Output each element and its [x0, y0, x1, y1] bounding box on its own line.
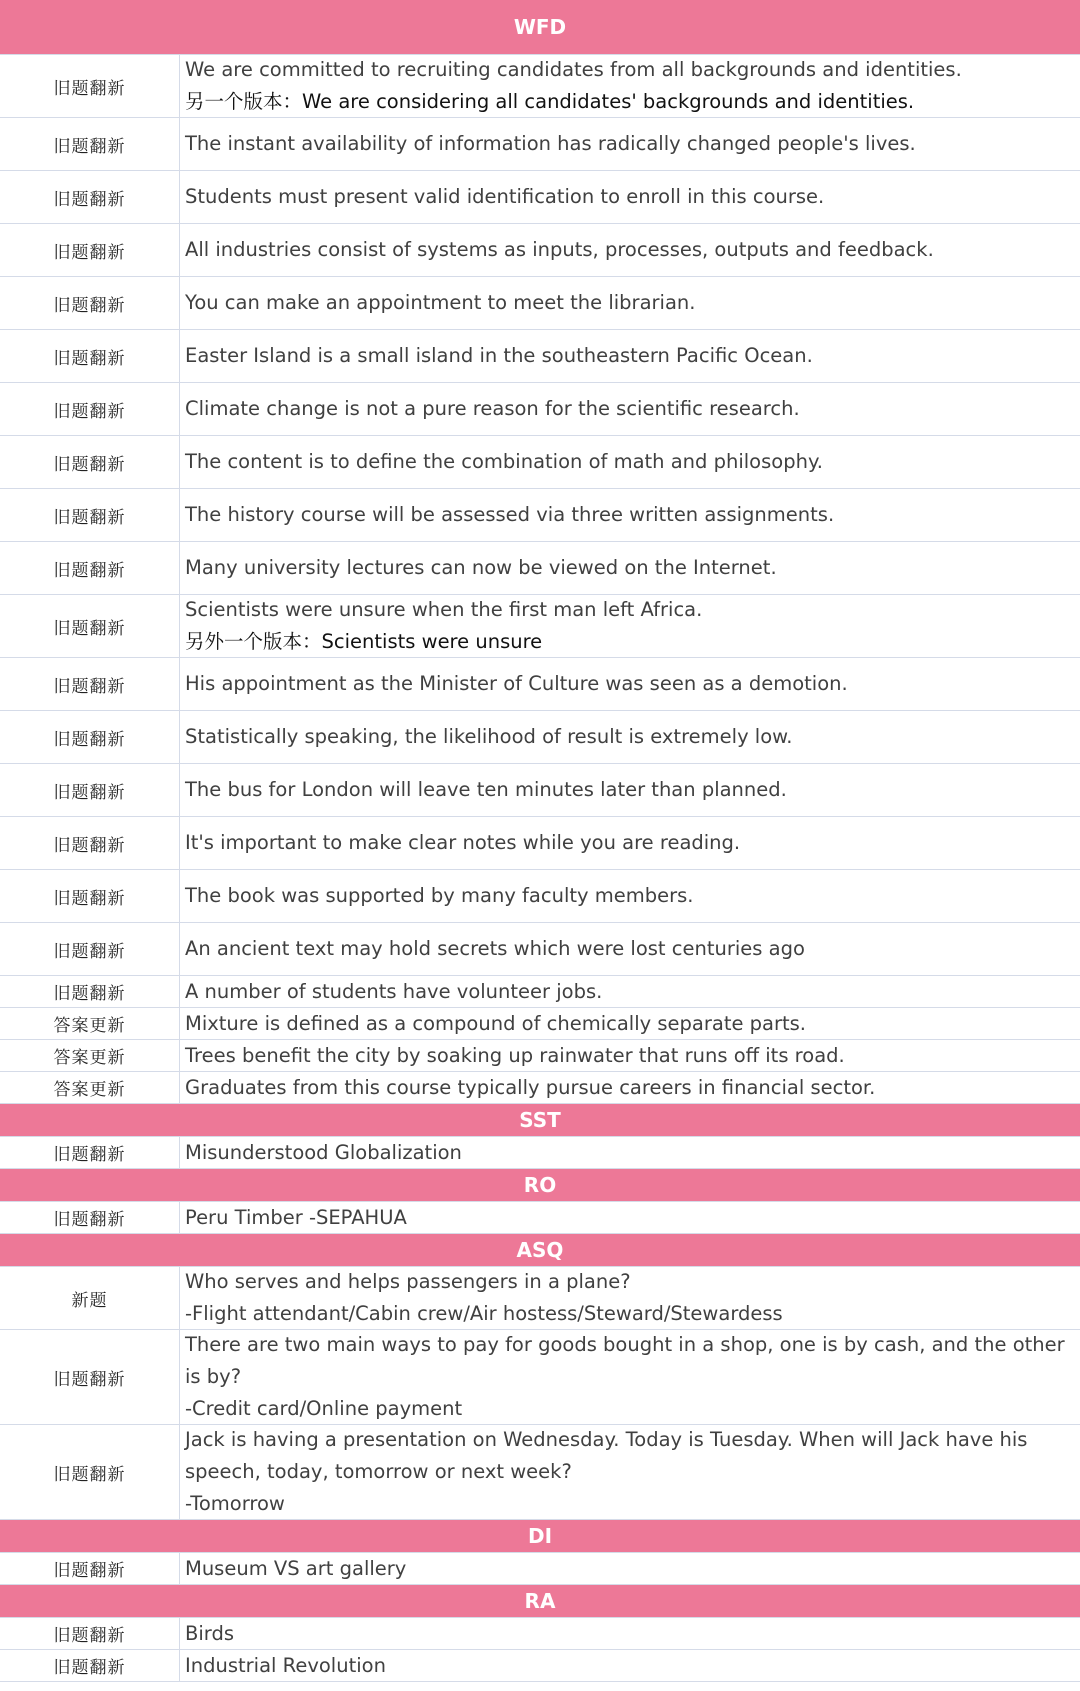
table-row [0, 923, 1080, 976]
row-text: The book was supported by many faculty members. [185, 884, 694, 907]
row-tag: 旧题翻新 [0, 1553, 180, 1584]
row-text: Many university lectures can now be viewed on the Internet. [185, 556, 777, 579]
table-row [0, 595, 1080, 658]
section-header-ro: RO [0, 1169, 1080, 1202]
row-tag: 旧题翻新 [0, 1137, 180, 1168]
table-row [0, 118, 1080, 171]
row-text: An ancient text may hold secrets which were lost centuries ago [185, 937, 805, 960]
alternate-version [185, 86, 1072, 118]
row-text: Easter Island is a small island in the southeastern Pacific Ocean. [185, 344, 813, 367]
section-header-asq: ASQ [0, 1234, 1080, 1267]
row-tag: 旧题翻新 [0, 55, 180, 117]
section-header-ra: RA [0, 1585, 1080, 1618]
table-row [0, 1072, 1080, 1104]
row-tag: 旧题翻新 [0, 658, 180, 710]
row-text: It's important to make clear notes while you are reading. [185, 831, 741, 854]
answer: -Flight attendant/Cabin crew/Air hostess/Steward/Stewardess [185, 1302, 783, 1325]
row-text [180, 55, 1080, 117]
section-header-di: DI [0, 1520, 1080, 1553]
row-tag: 旧题翻新 [0, 224, 180, 276]
row-tag: 旧题翻新 [0, 436, 180, 488]
row-tag: 旧题翻新 [0, 923, 180, 975]
row-tag: 旧题翻新 [0, 976, 180, 1007]
row-text: Birds [185, 1621, 235, 1645]
table-row [0, 542, 1080, 595]
row-tag: 旧题翻新 [0, 171, 180, 223]
section-header-wfd: WFD [0, 0, 1080, 55]
table-row [0, 436, 1080, 489]
row-tag: 旧题翻新 [0, 542, 180, 594]
table-row [0, 1202, 1080, 1234]
section-header-sst: SST [0, 1104, 1080, 1137]
table-row [0, 489, 1080, 542]
row-text: Misunderstood Globalization [185, 1140, 462, 1164]
table-row [0, 1650, 1080, 1682]
alternate-version-text: We are considering all candidates' backgrounds and identities. [302, 90, 915, 113]
table-row [0, 1330, 1080, 1425]
row-text: His appointment as the Minister of Culture was seen as a demotion. [185, 672, 848, 695]
table-row [0, 658, 1080, 711]
table-row [0, 1425, 1080, 1520]
table-row [0, 55, 1080, 118]
row-tag: 旧题翻新 [0, 1618, 180, 1649]
row-tag: 旧题翻新 [0, 1650, 180, 1681]
row-tag: 旧题翻新 [0, 330, 180, 382]
row-tag: 旧题翻新 [0, 277, 180, 329]
row-tag: 旧题翻新 [0, 595, 180, 657]
alternate-version-label: 另外一个版本： [185, 630, 322, 653]
row-text: The content is to define the combination of math and philosophy. [185, 450, 823, 473]
alternate-version-text: Scientists were unsure [321, 630, 543, 653]
row-text: Climate change is not a pure reason for the scientific research. [185, 397, 800, 420]
row-text: Mixture is defined as a compound of chemically separate parts. [185, 1011, 807, 1035]
row-text: The instant availability of information has radically changed people's lives. [185, 132, 916, 155]
table-row [0, 383, 1080, 436]
row-text: The bus for London will leave ten minutes later than planned. [185, 778, 787, 801]
row-text: Peru Timber -SEPAHUA [185, 1205, 407, 1229]
row-text: You can make an appointment to meet the librarian. [185, 291, 696, 314]
row-text: Statistically speaking, the likelihood of result is extremely low. [185, 725, 793, 748]
row-tag: 答案更新 [0, 1072, 180, 1103]
sentence: Scientists were unsure when the first man left Africa. [185, 598, 703, 621]
row-tag: 旧题翻新 [0, 1330, 180, 1424]
row-tag: 旧题翻新 [0, 870, 180, 922]
row-tag: 旧题翻新 [0, 118, 180, 170]
answer: -Tomorrow [185, 1492, 285, 1515]
row-text: Students must present valid identification to enroll in this course. [185, 185, 825, 208]
row-tag: 旧题翻新 [0, 383, 180, 435]
table-row [0, 976, 1080, 1008]
table-row [0, 764, 1080, 817]
row-tag: 答案更新 [0, 1008, 180, 1039]
row-tag: 旧题翻新 [0, 817, 180, 869]
row-tag: 旧题翻新 [0, 711, 180, 763]
row-text [180, 1330, 1080, 1424]
alternate-version [185, 626, 1072, 658]
row-text: Industrial Revolution [185, 1653, 386, 1677]
row-tag: 新题 [0, 1267, 180, 1329]
table-row [0, 817, 1080, 870]
row-text: Museum VS art gallery [185, 1556, 407, 1580]
table-row [0, 1618, 1080, 1650]
sentence: We are committed to recruiting candidates from all backgrounds and identities. [185, 58, 962, 81]
row-tag: 旧题翻新 [0, 764, 180, 816]
table-row [0, 277, 1080, 330]
question-line: speech, today, tomorrow or next week? [185, 1460, 572, 1483]
question-line: Jack is having a presentation on Wednesday. Today is Tuesday. When will Jack have his [185, 1428, 1028, 1451]
answer: -Credit card/Online payment [185, 1397, 463, 1420]
alternate-version-label: 另一个版本： [185, 90, 303, 113]
row-text: The history course will be assessed via three written assignments. [185, 503, 835, 526]
table-row [0, 330, 1080, 383]
row-tag: 旧题翻新 [0, 1425, 180, 1519]
table-row [0, 1008, 1080, 1040]
question-line: There are two main ways to pay for goods bought in a shop, one is by cash, and the other [185, 1333, 1065, 1356]
table-row [0, 711, 1080, 764]
question: Who serves and helps passengers in a plane? [185, 1270, 631, 1293]
row-tag: 旧题翻新 [0, 1202, 180, 1233]
table-row [0, 224, 1080, 277]
table-row [0, 1040, 1080, 1072]
row-tag: 答案更新 [0, 1040, 180, 1071]
row-tag: 旧题翻新 [0, 489, 180, 541]
row-text: Graduates from this course typically pursue careers in financial sector. [185, 1075, 876, 1099]
row-text: Trees benefit the city by soaking up rainwater that runs off its road. [185, 1043, 845, 1067]
table-row [0, 1267, 1080, 1330]
table-row [0, 171, 1080, 224]
row-text [180, 595, 1080, 657]
row-text: All industries consist of systems as inputs, processes, outputs and feedback. [185, 238, 934, 261]
table-row [0, 870, 1080, 923]
table-row [0, 1137, 1080, 1169]
question-line: is by? [185, 1365, 242, 1388]
row-text: A number of students have volunteer jobs. [185, 979, 603, 1003]
row-text [180, 1425, 1080, 1519]
row-text [180, 1267, 1080, 1329]
table-row [0, 1553, 1080, 1585]
